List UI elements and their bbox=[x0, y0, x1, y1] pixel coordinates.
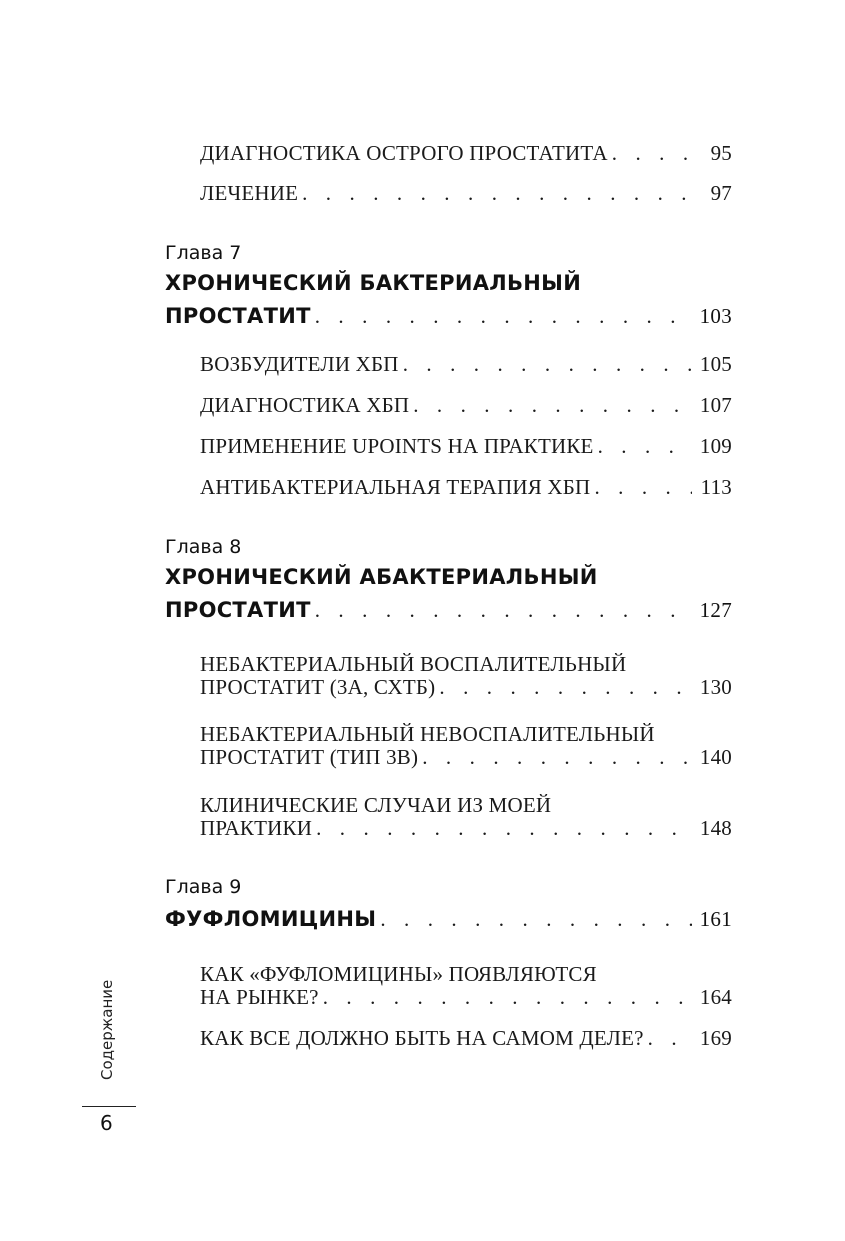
toc-entry-title-line: НЕБАКТЕРИАЛЬНЫЙ ВОСПАЛИТЕЛЬНЫЙ bbox=[200, 652, 627, 676]
toc-entry-title: ПРАКТИКИ bbox=[200, 816, 313, 840]
chapter-title-line: ПРОСТАТИТ bbox=[165, 598, 311, 622]
dot-leader bbox=[315, 304, 692, 329]
chapter-title bbox=[165, 907, 732, 933]
toc-entry-title: ДИАГНОСТИКА ОСТРОГО ПРОСТАТИТА bbox=[200, 141, 608, 165]
toc-entry bbox=[200, 962, 732, 1009]
dot-leader bbox=[612, 141, 692, 166]
dot-leader bbox=[316, 816, 692, 841]
dot-leader bbox=[598, 434, 692, 459]
toc-entry bbox=[200, 475, 732, 499]
toc-entry bbox=[200, 1026, 732, 1050]
chapter-title-line: ПРОСТАТИТ bbox=[165, 304, 311, 328]
toc-entry-page: 164 bbox=[699, 985, 732, 1009]
toc-entry-title-line: КАК «ФУФЛОМИЦИНЫ» ПОЯВЛЯЮТСЯ bbox=[200, 962, 597, 986]
folio-rule bbox=[82, 1106, 136, 1107]
toc-entry bbox=[200, 793, 732, 840]
toc-entry-title: ВОЗБУДИТЕЛИ ХБП bbox=[200, 352, 399, 376]
toc-entry-title: НА РЫНКЕ? bbox=[200, 985, 319, 1009]
toc-entry bbox=[200, 141, 732, 165]
dot-leader bbox=[380, 907, 692, 932]
chapter-title-line: ФУФЛОМИЦИНЫ bbox=[165, 907, 377, 931]
page-number: 6 bbox=[100, 1111, 113, 1135]
toc-entry-title: АНТИБАКТЕРИАЛЬНАЯ ТЕРАПИЯ ХБП bbox=[200, 475, 591, 499]
toc-entry bbox=[200, 652, 732, 699]
toc-entry bbox=[200, 181, 732, 205]
chapter-label: Глава 8 bbox=[165, 536, 242, 558]
toc-entry-page: 109 bbox=[699, 434, 732, 458]
toc-entry-page: 169 bbox=[699, 1026, 732, 1050]
dot-leader bbox=[594, 475, 692, 500]
toc-entry-title-line: НЕБАКТЕРИАЛЬНЫЙ НЕВОСПАЛИТЕЛЬНЫЙ bbox=[200, 722, 655, 746]
toc-entry-page: 113 bbox=[700, 475, 732, 499]
dot-leader bbox=[315, 598, 692, 623]
toc-entry-page: 140 bbox=[699, 745, 732, 769]
chapter-title bbox=[165, 565, 732, 624]
dot-leader bbox=[302, 181, 692, 206]
dot-leader bbox=[439, 675, 692, 700]
dot-leader bbox=[648, 1026, 692, 1051]
chapter-title-line: ХРОНИЧЕСКИЙ БАКТЕРИАЛЬНЫЙ bbox=[165, 271, 582, 295]
toc-entry-page: 95 bbox=[710, 141, 732, 165]
chapter-label: Глава 7 bbox=[165, 242, 242, 264]
toc-entry-title: КАК ВСЕ ДОЛЖНО БЫТЬ НА САМОМ ДЕЛЕ? bbox=[200, 1026, 644, 1050]
chapter-page: 161 bbox=[699, 907, 732, 931]
toc-entry-page: 130 bbox=[699, 675, 732, 699]
dot-leader bbox=[323, 985, 692, 1010]
running-head: Содержание bbox=[98, 979, 116, 1080]
toc-entry bbox=[200, 722, 732, 769]
toc-entry bbox=[200, 434, 732, 458]
toc-entry-page: 148 bbox=[699, 816, 732, 840]
toc-entry-title: ЛЕЧЕНИЕ bbox=[200, 181, 299, 205]
chapter-title bbox=[165, 271, 732, 330]
toc-entry-page: 105 bbox=[699, 352, 732, 376]
toc-entry-title: ДИАГНОСТИКА ХБП bbox=[200, 393, 410, 417]
dot-leader bbox=[422, 745, 692, 770]
toc-entry-title: ПРОСТАТИТ (3А, СХТБ) bbox=[200, 675, 436, 699]
chapter-page: 103 bbox=[699, 304, 732, 328]
dot-leader bbox=[403, 352, 692, 377]
toc-entry bbox=[200, 393, 732, 417]
toc-entry-page: 107 bbox=[699, 393, 732, 417]
toc-entry bbox=[200, 352, 732, 376]
toc-entry-title-line: КЛИНИЧЕСКИЕ СЛУЧАИ ИЗ МОЕЙ bbox=[200, 793, 552, 817]
toc-entry-title: ПРИМЕНЕНИЕ UPOINTS НА ПРАКТИКЕ bbox=[200, 434, 594, 458]
dot-leader bbox=[413, 393, 692, 418]
toc-entry-title: ПРОСТАТИТ (ТИП 3В) bbox=[200, 745, 419, 769]
chapter-title-line: ХРОНИЧЕСКИЙ АБАКТЕРИАЛЬНЫЙ bbox=[165, 565, 598, 589]
chapter-page: 127 bbox=[699, 598, 732, 622]
toc-entry-page: 97 bbox=[710, 181, 732, 205]
chapter-label: Глава 9 bbox=[165, 876, 242, 898]
